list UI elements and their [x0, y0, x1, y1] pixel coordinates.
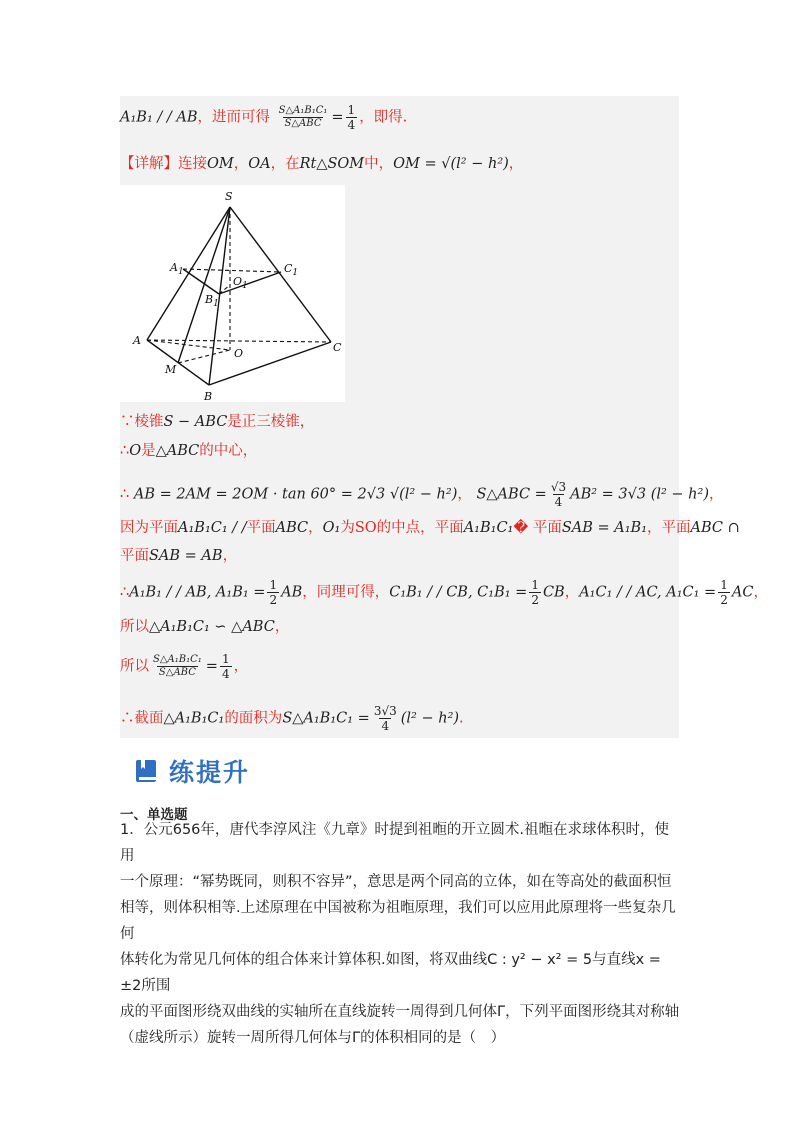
label-B: B: [204, 390, 213, 402]
edge-BC: [209, 342, 331, 385]
book-icon: [133, 757, 161, 785]
label-M: M: [165, 363, 177, 376]
label-S: S: [225, 190, 233, 203]
solution-line-4: ∴O是△ABC的中心，: [120, 443, 258, 459]
solution-line-5: ∴ AB = 2AM = 2OM · tan 60° = 2√3 √(l² − h²)， S△ABC = $\frac{√3}{4}$ AB² = 3√3 (l² − h²)，: [120, 480, 724, 509]
section-title: 练提升: [169, 758, 251, 787]
label-O: O: [234, 347, 244, 360]
solution-line-2: 【详解】连接OM，OA，在Rt△SOM中，OM = √(l² − h²)，: [120, 156, 524, 172]
edge-A1C1: [183, 269, 281, 272]
edge-SM: [178, 207, 230, 363]
edge-A1B1: [183, 269, 219, 294]
problem-line: 体转化为常见几何体的组合体来计算体积.如图，将双曲线C : y² − x² = 5与直线x = ±2所围: [120, 952, 661, 994]
solution-line-8: ∴A₁B₁ / / AB, A₁B₁ = $\frac{1}{2}$ AB，同理可得，C₁B₁ / / CB, C₁B₁ = $\frac{1}{2}$ CB，A₁C₁ / / AC, A₁C₁ = $\frac{1}{2}$ AC，: [120, 578, 768, 607]
solution-line-9: 所以△A₁B₁C₁ ∽ △ABC，: [120, 619, 290, 635]
problem-line: 一个原理：“幂势既同，则积不容异”，意思是两个同高的立体，如在等高处的截面积恒: [120, 874, 672, 890]
area-ratio-fraction: $\frac{\text{S△A₁B₁C₁}}{\text{S△ABC}}$: [278, 105, 328, 129]
edge-AC: [147, 340, 331, 342]
edge-SC: [230, 207, 331, 342]
label-A: A: [133, 334, 141, 347]
solution-line-1: A₁B₁ / / AB，进而可得 $\frac{\text{S△A₁B₁C₁}}{\text{S△ABC}}$ = $\frac{1}{4}$ ，即得.: [120, 103, 408, 132]
problem-line: 成的平面图形绕双曲线的实轴所在直线旋转一周得到几何体Γ，下列平面图形绕其对称轴: [120, 1004, 680, 1020]
problem-line: 1．公元656年，唐代李淳风注《九章》时提到祖暅的开立圆术.祖暅在求球体积时，使用: [120, 822, 670, 864]
solution-line-3: ∵棱锥S − ABC是正三棱锥，: [120, 414, 315, 430]
figure-labels: [132, 190, 342, 402]
label-C1: $C_1$: [284, 262, 299, 278]
label-C: C: [333, 341, 342, 354]
label-B1: $B_1$: [205, 293, 219, 309]
problem-text: [120, 817, 680, 1051]
problem-line: （虚线所示）旋转一周所得几何体与Γ的体积相同的是（ ）: [120, 1030, 506, 1046]
section-header: [133, 751, 250, 791]
solution-line-11: ∴截面△A₁B₁C₁的面积为S△A₁B₁C₁ = $\frac{3√3}{4}$ (l² − h²).: [120, 704, 464, 733]
solution-line-6: 因为平面A₁B₁C₁ / /平面ABC，O₁为SO的中点，平面A₁B₁C₁� 平面SAB = A₁B₁，平面ABC ∩: [120, 520, 740, 536]
edge-MO: [178, 350, 230, 363]
problem-heading: 一、单选题: [120, 807, 188, 823]
problem-line: 相等，则体积相等.上述原理在中国被称为祖暅原理，我们可以应用此原理将一些复杂几何: [120, 900, 676, 942]
solution-line-10: 所以 $\frac{\text{S△A₁B₁C₁}}{\text{S△ABC}}$ = $\frac{1}{4}$ ，: [120, 652, 249, 681]
label-O1: $O_1$: [233, 275, 248, 291]
solution-line-7: 平面SAB = AB，: [120, 548, 238, 564]
pyramid-figure: [120, 185, 345, 402]
label-A1: $A_1$: [170, 261, 184, 277]
edge-B1C1: [219, 272, 281, 294]
